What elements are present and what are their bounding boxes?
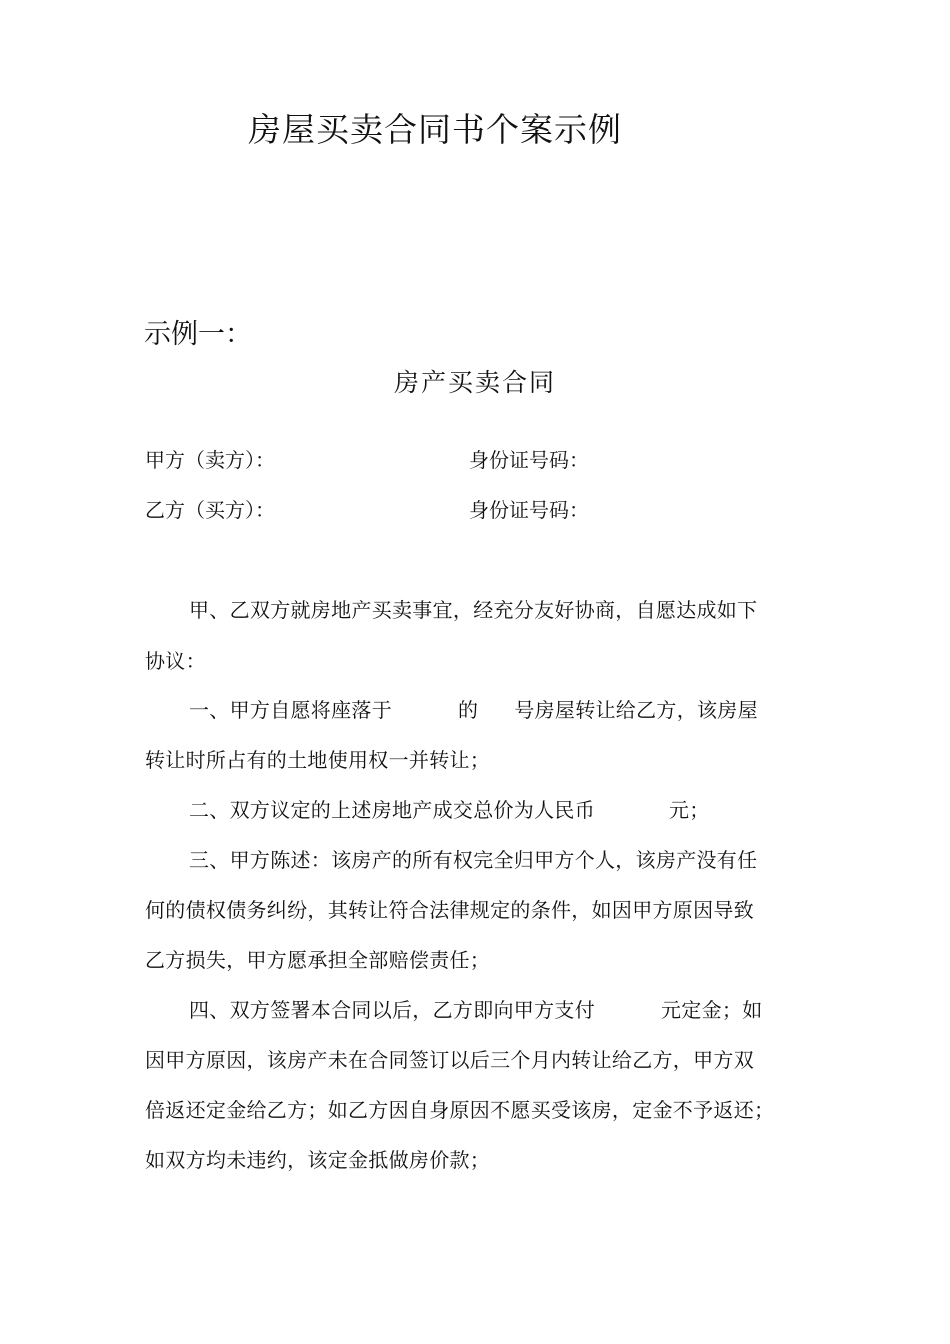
- clause-3-line-1: 三、甲方陈述：该房产的所有权完全归甲方个人，该房产没有任: [189, 848, 758, 872]
- clause-1-text-c: 号房屋转让给乙方，该房屋: [514, 698, 758, 722]
- clause-1-line-1: [189, 694, 758, 723]
- clause-4-line-4: 如双方均未违约，该定金抵做房价款；: [145, 1148, 491, 1172]
- clause-4-line-1: [189, 994, 763, 1023]
- party-a-id-label: 身份证号码：: [469, 448, 589, 472]
- party-a-label: 甲方（卖方）：: [145, 448, 275, 472]
- example-label: 示例一：: [144, 319, 252, 350]
- intro-line-1: 甲、乙双方就房地产买卖事宜，经充分友好协商，自愿达成如下: [189, 598, 758, 622]
- party-b-label: 乙方（买方）：: [145, 498, 275, 522]
- intro-line-2: 协议：: [145, 649, 206, 673]
- clause-4-line-2: 因甲方原因，该房产未在合同签订以后三个月内转让给乙方，甲方双: [145, 1048, 754, 1072]
- clause-2-text-b: 元；: [669, 798, 710, 822]
- clause-4-line-3: 倍返还定金给乙方；如乙方因自身原因不愿买受该房，定金不予返还；: [145, 1098, 775, 1122]
- clause-4-text-b: 元定金；如: [661, 998, 763, 1022]
- clause-3-line-3: 乙方损失，甲方愿承担全部赔偿责任；: [145, 948, 491, 972]
- clause-1-text-a: 一、甲方自愿将座落于: [189, 698, 392, 722]
- document-title: 房屋买卖合同书个案示例: [248, 110, 622, 149]
- clause-3-line-2: 何的债权债务纠纷，其转让符合法律规定的条件，如因甲方原因导致: [145, 898, 754, 922]
- clause-1-line-2: 转让时所占有的土地使用权一并转让；: [145, 748, 491, 772]
- clause-2-line-1: [189, 794, 710, 823]
- clause-1-text-b: 的: [458, 698, 479, 722]
- clause-2-text-a: 二、双方议定的上述房地产成交总价为人民币: [189, 798, 595, 822]
- party-b-id-label: 身份证号码：: [469, 498, 589, 522]
- contract-title: 房产买卖合同: [393, 368, 556, 397]
- clause-4-text-a: 四、双方签署本合同以后，乙方即向甲方支付: [189, 998, 595, 1022]
